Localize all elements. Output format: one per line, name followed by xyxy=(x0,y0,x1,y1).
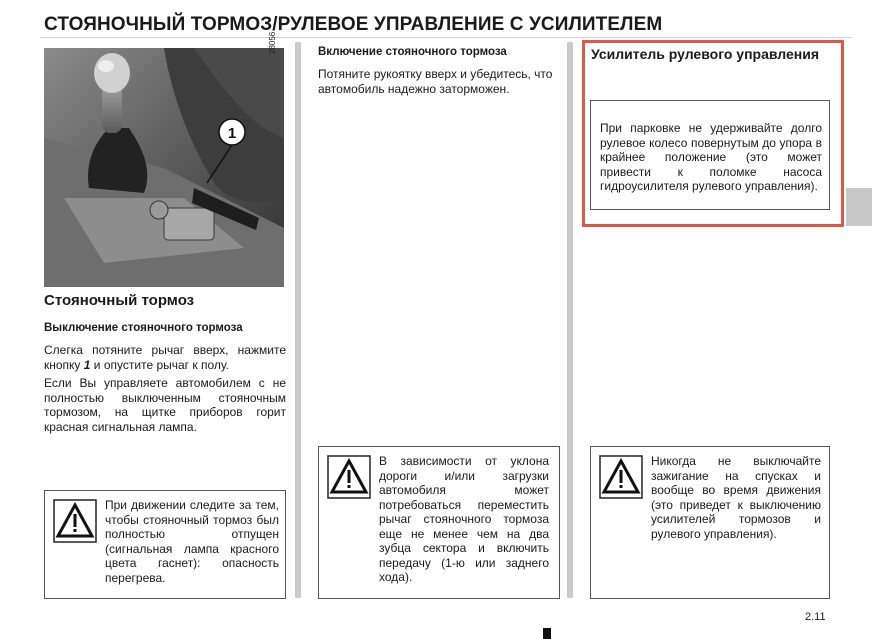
note-text-parking: При парковке не удерживайте долго рулевое колесо повернутым до упора в крайнее положение (это может привести к поломке насоса гидроусилителя рулевого управления). xyxy=(600,121,822,193)
bottom-marker xyxy=(543,628,551,639)
section-heading-parking-brake: Стояночный тормоз xyxy=(44,292,195,309)
note-box-parking xyxy=(590,100,830,210)
warning-text-slope: В зависимости от уклона дороги и/или загрузки автомобиля может потребоваться переместить рычаг стояночного тормоза еще не менее чем на два зубца сектора и включить передачу (1-ю или заднего хода). xyxy=(379,454,549,584)
warning-triangle-icon xyxy=(599,455,643,499)
subheading-release: Выключение стояночного тормоза xyxy=(44,322,243,334)
photo-callout-label: 1 xyxy=(227,125,237,142)
subheading-engage: Включение стояночного тормоза xyxy=(318,46,507,58)
handbrake-photo xyxy=(44,48,284,287)
warning-box-overheat xyxy=(44,490,286,599)
page-number: 2.11 xyxy=(805,611,826,623)
warning-text-ignition: Никогда не выключайте зажигание на спусках и вообще во время движения (это приведет к выключению усилителей тормозов и рулевого управления). xyxy=(651,454,821,541)
engage-instructions: Потяните рукоятку вверх и убедитесь, что автомобиль надежно заторможен. xyxy=(318,67,553,96)
warning-triangle-icon xyxy=(53,499,97,543)
warning-box-slope xyxy=(318,446,560,599)
chapter-tab xyxy=(846,188,872,226)
warning-box-ignition xyxy=(590,446,830,599)
warning-lamp-note: Если Вы управляете автомобилем с не полностью выключенным стояночным тормозом, на щитке приборов горит красная сигнальная лампа. xyxy=(44,376,286,434)
column-divider-left xyxy=(295,42,301,598)
release-instructions: Слегка потяните рычаг вверх, нажмите кнопку 1 и опустите рычаг к полу. xyxy=(44,343,286,372)
page-title: СТОЯНОЧНЫЙ ТОРМОЗ/РУЛЕВОЕ УПРАВЛЕНИЕ С УСИЛИТЕЛЕМ xyxy=(44,14,663,35)
section-heading-power-steering: Усилитель рулевого управления xyxy=(591,46,820,62)
warning-text-overheat: При движении следите за тем, чтобы стояночный тормоз был полностью отпущен (сигнальная лампа красного цвета гаснет): опасность перегрева. xyxy=(105,498,279,585)
title-divider xyxy=(40,37,852,38)
photo-reference-number: 28056 xyxy=(268,31,277,54)
column-divider-middle xyxy=(567,42,573,598)
warning-triangle-icon xyxy=(327,455,371,499)
